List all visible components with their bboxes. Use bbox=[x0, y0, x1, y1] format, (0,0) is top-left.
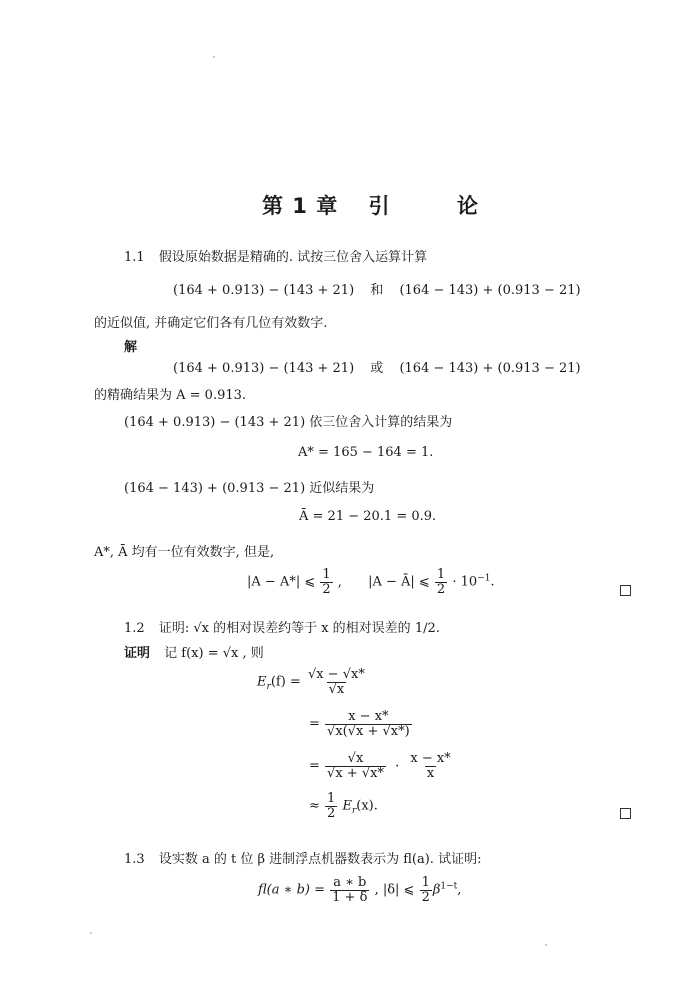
problem-statement: 设实数 a 的 t 位 β 进制浮点机器数表示为 fl(a). 试证明: bbox=[158, 852, 482, 867]
problem-1-1-heading bbox=[124, 246, 427, 265]
connector-and: 和 bbox=[370, 283, 384, 298]
proof-label: 证明 bbox=[124, 646, 151, 661]
chapter-title-part2: 论 bbox=[456, 194, 479, 218]
fraction-3b bbox=[408, 752, 452, 780]
rounding-line: (164 + 0.913) − (143 + 21) 依三位舍入计算的结果为 bbox=[124, 415, 453, 430]
derivation-row-4: ≈ $\frac{1}{2}$ $E_r(x)$. bbox=[309, 791, 378, 821]
fraction-denominator: 2 bbox=[421, 889, 430, 905]
relative-error-symbol: E bbox=[257, 674, 267, 690]
fraction-denominator: 2 bbox=[436, 581, 446, 597]
problem-tail: 的近似值, 并确定它们各有几位有效数字. bbox=[94, 316, 328, 331]
fl-lhs: fl(a ∗ b) = bbox=[258, 882, 326, 898]
scan-speck bbox=[90, 932, 92, 934]
proof-line bbox=[124, 642, 264, 661]
approx-line: (164 − 143) + (0.913 − 21) 近似结果为 bbox=[124, 481, 375, 496]
fraction-numerator: 1 bbox=[436, 567, 446, 582]
fraction-denominator: √x(√x + √x*) bbox=[327, 723, 410, 739]
formula-line bbox=[173, 279, 581, 298]
qed-box bbox=[620, 808, 631, 819]
derivation-row-2: = $\frac{x - x*}{√x(√x + √x*)}$ bbox=[309, 709, 410, 739]
relative-error-arg: (f) = bbox=[270, 674, 301, 690]
significant-digits-text: A*, Ā 均有一位有效数字, 但是, bbox=[94, 545, 275, 560]
expression-a: (164 + 0.913) − (143 + 21) bbox=[173, 283, 355, 298]
problem-number: 1.1 bbox=[124, 250, 145, 265]
fraction-numerator: a ∗ b bbox=[333, 875, 367, 890]
inequality-1: |A − A*| ⩽ bbox=[247, 574, 316, 590]
problem-number: 1.3 bbox=[124, 852, 145, 867]
problem-1-2-heading bbox=[124, 617, 440, 636]
fraction-ab bbox=[330, 876, 369, 904]
fraction-half bbox=[420, 876, 432, 904]
fraction-3a bbox=[325, 752, 386, 780]
fraction-numerator: x − x* bbox=[348, 709, 389, 724]
fraction-denominator: √x + √x* bbox=[327, 765, 384, 781]
exact-result-text: 的精确结果为 A = 0.913. bbox=[94, 388, 247, 403]
fraction-numerator: x − x* bbox=[410, 751, 451, 766]
fraction-numerator: 1 bbox=[421, 875, 430, 890]
proof-text: 记 f(x) = √x , 则 bbox=[164, 646, 264, 661]
floating-point-formula: fl(a ∗ b) = $\frac{a ∗ b}{1 + \delta}$ , |δ| ⩽ $\frac{1}{2}$ $\beta^{1-t}$, bbox=[258, 875, 462, 905]
connector-or: 或 bbox=[370, 361, 384, 376]
expression-a: (164 + 0.913) − (143 + 21) bbox=[173, 361, 355, 376]
fraction-denominator: √x bbox=[328, 681, 345, 697]
scan-speck bbox=[213, 56, 215, 58]
expression-b: (164 − 143) + (0.913 − 21) bbox=[399, 361, 581, 376]
solution-label: 解 bbox=[124, 340, 138, 355]
fraction-numerator: 1 bbox=[327, 791, 336, 806]
fraction-half bbox=[435, 568, 447, 596]
equation-a-bar: Ā = 21 − 20.1 = 0.9. bbox=[299, 509, 437, 524]
problem-number: 1.2 bbox=[124, 621, 145, 636]
power-exponent: −1 bbox=[477, 573, 491, 584]
derivation-row-3: = $\frac{√x}{√x + √x*}$ · $\frac{x - x*}{x}$ bbox=[309, 751, 451, 781]
qed-box bbox=[620, 585, 631, 596]
fraction-denominator: 2 bbox=[327, 805, 336, 821]
inequality-2: |A − Ā| ⩽ bbox=[368, 574, 430, 590]
equation-a-star: A* = 165 − 164 = 1. bbox=[298, 445, 434, 460]
fraction-numerator: 1 bbox=[322, 567, 331, 582]
fraction-denominator: 1 + δ bbox=[332, 889, 368, 905]
fraction-denominator: x bbox=[426, 765, 435, 781]
power-ten: · 10 bbox=[452, 574, 478, 590]
fraction-2 bbox=[325, 710, 412, 738]
fraction-numerator: √x − √x* bbox=[307, 667, 365, 682]
formula-line bbox=[173, 357, 581, 376]
fraction-1 bbox=[306, 668, 367, 696]
chapter-title-part1: 引 bbox=[368, 194, 391, 218]
scan-speck bbox=[545, 944, 547, 946]
problem-statement: 假设原始数据是精确的. 试按三位舍入运算计算 bbox=[158, 250, 428, 265]
fraction-half bbox=[325, 792, 337, 820]
inequality-line: |A − A*| ⩽ $\frac{1}{2}$ , |A − Ā| ⩽ $\frac{1}{2}$ · $10^{-1}$. bbox=[247, 567, 495, 597]
chapter-title bbox=[262, 190, 479, 220]
expression-b: (164 − 143) + (0.913 − 21) bbox=[399, 283, 581, 298]
chapter-number: 第 1 章 bbox=[262, 194, 339, 218]
fraction-numerator: √x bbox=[347, 751, 364, 766]
problem-statement: 证明: √x 的相对误差约等于 x 的相对误差的 1/2. bbox=[158, 621, 440, 636]
derivation-row-1: $E_r(f)$ = $\frac{√x - √x*}{√x}$ bbox=[257, 667, 365, 697]
fraction-denominator: 2 bbox=[322, 581, 331, 597]
problem-1-3-heading bbox=[124, 848, 481, 867]
fraction-half bbox=[320, 568, 332, 596]
